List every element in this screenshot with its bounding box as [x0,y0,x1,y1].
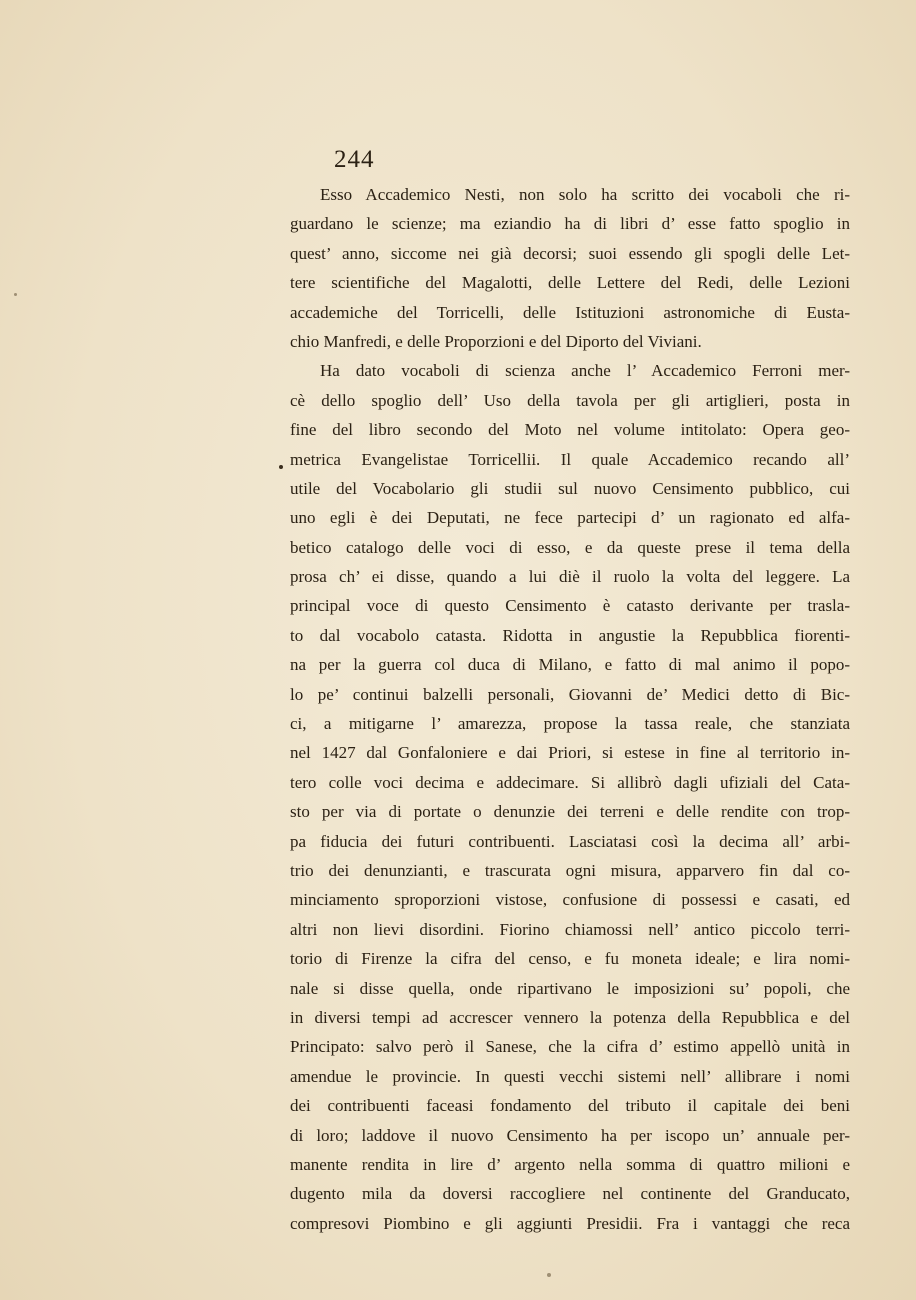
text-line: altri non lievi disordini. Fiorino chiamossi nell’ antico piccolo terri- [290,919,850,939]
text-line: nel 1427 dal Gonfaloniere e dai Priori, si estese in fine al territorio in- [290,743,850,763]
text-line: di loro; laddove il nuovo Censimento ha per iscopo un’ annuale per- [290,1125,850,1145]
text-line: amendue le provincie. In questi vecchi sistemi nell’ allibrare i nomi [290,1066,850,1086]
text-line: lo pe’ continui balzelli personali, Giovanni de’ Medici detto di Bic- [290,684,850,704]
text-line: trio dei denunzianti, e trascurata ogni misura, apparvero fin dal co- [290,860,850,880]
paper-speck [14,293,17,296]
text-line: Ha dato vocaboli di scienza anche l’ Accademico Ferroni mer- [320,361,850,381]
text-line: to dal vocabolo catasta. Ridotta in angustie la Repubblica fiorenti- [290,625,850,645]
margin-mark [279,465,283,469]
text-line: utile del Vocabolario gli studii sul nuovo Censimento pubblico, cui [290,478,850,498]
text-line: dugento mila da doversi raccogliere nel continente del Granducato, [290,1184,850,1204]
text-line: chio Manfredi, e delle Proporzioni e del Diporto del Viviani. [290,331,702,351]
body-text [290,180,850,1238]
text-line: manente rendita in lire d’ argento nella somma di quattro milioni e [290,1154,850,1174]
text-line: principal voce di questo Censimento è catasto derivante per trasla- [290,596,850,616]
text-line: metrica Evangelistae Torricellii. Il quale Accademico recando all’ [290,449,850,469]
text-line: torio di Firenze la cifra del censo, e fu moneta ideale; e lira nomi- [290,949,850,969]
text-line: compresovi Piombino e gli aggiunti Presidii. Fra i vantaggi che reca [290,1213,850,1233]
paper-speck [547,1273,551,1277]
text-line: pa fiducia dei futuri contribuenti. Lasciatasi così la decima all’ arbi- [290,831,850,851]
text-line: cè dello spoglio dell’ Uso della tavola per gli artiglieri, posta in [290,390,850,410]
text-line: guardano le scienze; ma eziandio ha di libri d’ esse fatto spoglio in [290,214,850,234]
text-line: na per la guerra col duca di Milano, e fatto di mal animo il popo- [290,655,850,675]
text-line: ci, a mitigarne l’ amarezza, propose la tassa reale, che stanziata [290,714,850,734]
text-line: uno egli è dei Deputati, ne fece partecipi d’ un ragionato ed alfa- [290,508,850,528]
text-line: tere scientifiche del Magalotti, delle Lettere del Redi, delle Lezioni [290,273,850,293]
text-line: Esso Accademico Nesti, non solo ha scritto dei vocaboli che ri- [320,185,850,204]
text-line: betico catalogo delle voci di esso, e da queste prese il tema della [290,537,850,557]
text-line: in diversi tempi ad accrescer vennero la potenza della Repubblica e del [290,1007,850,1027]
text-line: prosa ch’ ei disse, quando a lui diè il ruolo la volta del leggere. La [290,567,850,587]
text-line: quest’ anno, siccome nei già decorsi; suoi essendo gli spogli delle Let- [290,243,850,263]
page-number: 244 [334,146,375,173]
text-line: fine del libro secondo del Moto nel volume intitolato: Opera geo- [290,420,850,440]
text-line: minciamento sproporzioni vistose, confusione di possessi e casati, ed [290,890,850,910]
text-line: accademiche del Torricelli, delle Istituzioni astronomiche di Eusta- [290,302,850,322]
text-line: nale si disse quella, onde ripartivano le imposizioni su’ popoli, che [290,978,850,998]
text-line: sto per via di portate o denunzie dei terreni e delle rendite con trop- [290,802,850,822]
text-line: Principato: salvo però il Sanese, che la cifra d’ estimo appellò unità in [290,1037,850,1057]
text-line: tero colle voci decima e addecimare. Si allibrò dagli ufiziali del Cata- [290,772,850,792]
text-line: dei contribuenti faceasi fondamento del tributo il capitale dei beni [290,1096,850,1116]
